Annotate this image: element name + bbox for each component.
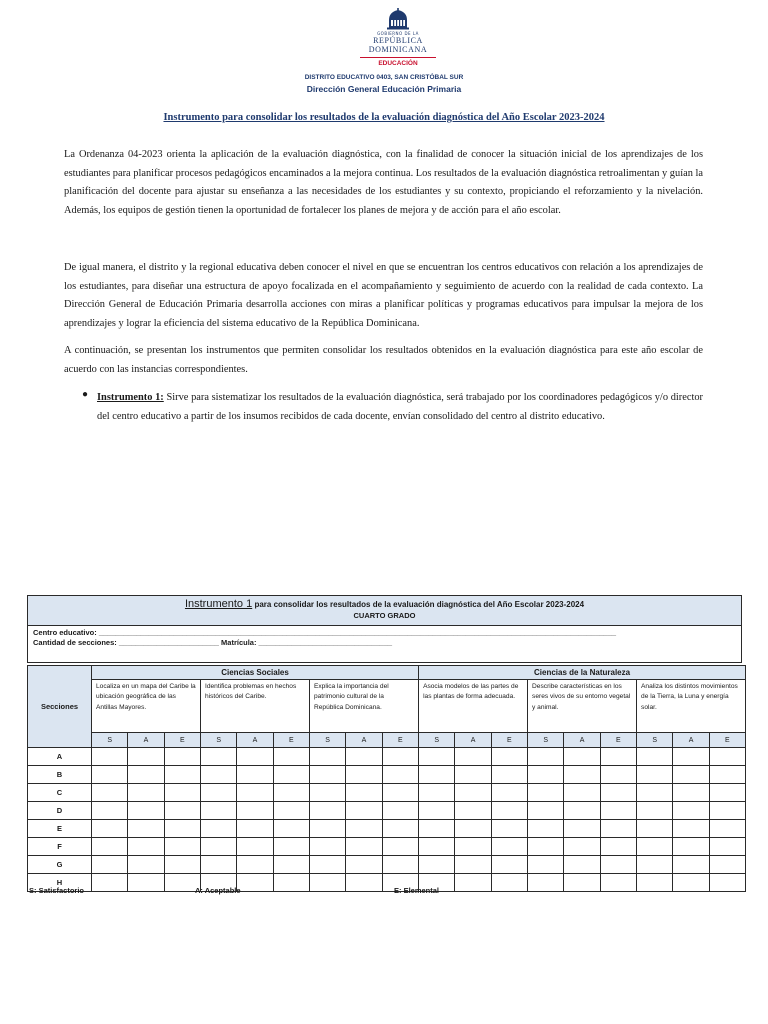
result-input-cell[interactable] — [346, 748, 382, 766]
paragraph-intro: A continuación, se presentan los instrumentos que permiten consolidar los resultados obtenidos en la evaluación diagnóstica para este año escolar de acuerdo con las instancias correspondientes. — [64, 345, 703, 375]
result-input-cell[interactable] — [455, 784, 491, 802]
result-input-cell[interactable] — [346, 820, 382, 838]
result-input-cell[interactable] — [709, 802, 745, 820]
bullet-icon: ● — [82, 389, 89, 400]
indicator-cell: Describe características en los seres vivos de su entorno vegetal y animal. — [528, 680, 637, 733]
result-input-cell[interactable] — [419, 766, 455, 784]
result-input-cell[interactable] — [309, 766, 345, 784]
government-logo — [346, 8, 450, 67]
result-input-cell[interactable] — [673, 766, 709, 784]
indicator-cell: Analiza los distintos movimientos de la Tierra, la Luna y energía solar. — [637, 680, 746, 733]
result-input-cell[interactable] — [673, 748, 709, 766]
sections-header: Secciones — [28, 666, 92, 748]
level-header-cell: A — [128, 733, 164, 748]
result-input-cell[interactable] — [600, 874, 636, 892]
result-input-cell[interactable] — [346, 838, 382, 856]
result-input-cell[interactable] — [600, 748, 636, 766]
level-header-cell: A — [564, 733, 600, 748]
result-input-cell[interactable] — [600, 784, 636, 802]
result-input-cell[interactable] — [92, 766, 128, 784]
grade-label: CUARTO GRADO — [353, 611, 416, 620]
instrument-title-bar — [28, 596, 741, 626]
result-input-cell[interactable] — [637, 838, 673, 856]
result-input-cell[interactable] — [455, 838, 491, 856]
result-input-cell[interactable] — [419, 784, 455, 802]
result-input-cell[interactable] — [382, 748, 418, 766]
section-label: E — [28, 820, 92, 838]
result-input-cell[interactable] — [346, 766, 382, 784]
table-row — [28, 748, 746, 766]
area-header-social: Ciencias Sociales — [92, 666, 419, 680]
result-input-cell[interactable] — [528, 856, 564, 874]
result-input-cell[interactable] — [237, 856, 273, 874]
result-input-cell[interactable] — [200, 856, 236, 874]
level-header-cell: S — [200, 733, 236, 748]
result-input-cell[interactable] — [237, 820, 273, 838]
section-label: A — [28, 748, 92, 766]
result-input-cell[interactable] — [309, 784, 345, 802]
center-field[interactable]: Centro educativo: ____________________________________________________________________________________________________________________________ — [33, 628, 617, 637]
result-input-cell[interactable] — [419, 802, 455, 820]
result-input-cell[interactable] — [309, 748, 345, 766]
instrument-title-rest: para consolidar los resultados de la evaluación diagnóstica del Año Escolar 2023-2024 — [252, 600, 585, 609]
result-input-cell[interactable] — [709, 748, 745, 766]
level-header-cell: E — [600, 733, 636, 748]
result-input-cell[interactable] — [528, 820, 564, 838]
result-input-cell[interactable] — [164, 748, 200, 766]
table-row — [28, 784, 746, 802]
area-header-nature: Ciencias de la Naturaleza — [419, 666, 746, 680]
result-input-cell[interactable] — [128, 856, 164, 874]
legend-satisfactorio: S: Satisfactorio — [29, 886, 85, 895]
result-input-cell[interactable] — [200, 784, 236, 802]
direction-name: Dirección General Educación Primaria — [306, 84, 462, 94]
result-input-cell[interactable] — [273, 856, 309, 874]
result-input-cell[interactable] — [637, 766, 673, 784]
result-input-cell[interactable] — [128, 802, 164, 820]
result-input-cell[interactable] — [237, 748, 273, 766]
result-input-cell[interactable] — [455, 802, 491, 820]
result-input-cell[interactable] — [491, 784, 527, 802]
result-input-cell[interactable] — [455, 766, 491, 784]
logo-divider — [360, 57, 436, 58]
result-input-cell[interactable] — [346, 856, 382, 874]
level-header-cell: A — [455, 733, 491, 748]
table-row — [28, 766, 746, 784]
result-input-cell[interactable] — [564, 856, 600, 874]
level-header-cell: S — [309, 733, 345, 748]
indicator-cell: Explica la importancia del patrimonio cultural de la República Dominicana. — [309, 680, 418, 733]
document-title: Instrumento para consolidar los resultados de la evaluación diagnóstica del Año Escolar 2023-2024 — [163, 112, 605, 123]
result-input-cell[interactable] — [673, 784, 709, 802]
result-input-cell[interactable] — [128, 784, 164, 802]
result-input-cell[interactable] — [237, 766, 273, 784]
section-label: H — [28, 874, 92, 892]
result-input-cell[interactable] — [128, 874, 164, 892]
result-input-cell[interactable] — [128, 748, 164, 766]
logo-line-republic: REPÚBLICA DOMINICANA — [368, 36, 428, 54]
section-label: G — [28, 856, 92, 874]
result-input-cell[interactable] — [200, 748, 236, 766]
result-input-cell[interactable] — [564, 820, 600, 838]
result-input-cell[interactable] — [382, 784, 418, 802]
result-input-cell[interactable] — [528, 766, 564, 784]
result-input-cell[interactable] — [237, 784, 273, 802]
result-input-cell[interactable] — [637, 802, 673, 820]
result-input-cell[interactable] — [491, 748, 527, 766]
result-input-cell[interactable] — [419, 856, 455, 874]
result-input-cell[interactable] — [309, 802, 345, 820]
level-header-cell: S — [419, 733, 455, 748]
result-input-cell[interactable] — [382, 766, 418, 784]
result-input-cell[interactable] — [709, 820, 745, 838]
result-input-cell[interactable] — [237, 802, 273, 820]
result-input-cell[interactable] — [200, 766, 236, 784]
result-input-cell[interactable] — [128, 766, 164, 784]
logo-line-government: GOBIERNO DE LA — [377, 31, 419, 36]
result-input-cell[interactable] — [600, 802, 636, 820]
result-input-cell[interactable] — [491, 874, 527, 892]
result-input-cell[interactable] — [673, 874, 709, 892]
result-input-cell[interactable] — [92, 856, 128, 874]
result-input-cell[interactable] — [528, 874, 564, 892]
result-input-cell[interactable] — [273, 874, 309, 892]
result-input-cell[interactable] — [564, 784, 600, 802]
result-input-cell[interactable] — [164, 820, 200, 838]
section-label: D — [28, 802, 92, 820]
result-input-cell[interactable] — [637, 748, 673, 766]
result-input-cell[interactable] — [92, 838, 128, 856]
table-row — [28, 874, 746, 892]
result-input-cell[interactable] — [709, 874, 745, 892]
result-input-cell[interactable] — [164, 838, 200, 856]
result-input-cell[interactable] — [273, 838, 309, 856]
result-input-cell[interactable] — [419, 838, 455, 856]
result-input-cell[interactable] — [382, 820, 418, 838]
level-header-cell: S — [637, 733, 673, 748]
bullet-text: Sirve para sistematizar los resultados de la evaluación diagnóstica, será trabajado por los coordinadores pedagógicos y/o director del centro educativo a partir de los insumos recibidos de cada docente, envían consolidado del centro al distrito educativo. — [97, 392, 703, 422]
result-input-cell[interactable] — [637, 856, 673, 874]
result-input-cell[interactable] — [455, 748, 491, 766]
result-input-cell[interactable] — [637, 874, 673, 892]
result-input-cell[interactable] — [200, 820, 236, 838]
level-header-cell: S — [528, 733, 564, 748]
result-input-cell[interactable] — [528, 802, 564, 820]
result-input-cell[interactable] — [382, 802, 418, 820]
result-input-cell[interactable] — [382, 856, 418, 874]
result-input-cell[interactable] — [673, 856, 709, 874]
result-input-cell[interactable] — [164, 784, 200, 802]
result-input-cell[interactable] — [309, 838, 345, 856]
result-input-cell[interactable] — [528, 838, 564, 856]
result-input-cell[interactable] — [491, 856, 527, 874]
result-input-cell[interactable] — [382, 838, 418, 856]
result-input-cell[interactable] — [92, 820, 128, 838]
result-input-cell[interactable] — [491, 766, 527, 784]
paragraph-ordinance: La Ordenanza 04-2023 orienta la aplicación de la evaluación diagnóstica, con la finalidad de conocer la situación inicial de los aprendizajes de los estudiantes para planificar procesos pedagógicos encaminados a la mejora continua. Los resultados de la evaluación diagnóstica retroalimentan y guían la planificación del docente para ajustar su enseñanza a las necesidades de los estudiantes y su contexto, propiciando el reforzamiento y la nivelación. Además, los equipos de gestión tienen la oportunidad de fortalecer los planes de mejora y de acción para el año escolar. — [64, 149, 703, 216]
result-input-cell[interactable] — [92, 802, 128, 820]
result-input-cell[interactable] — [419, 748, 455, 766]
level-header-cell: A — [673, 733, 709, 748]
result-input-cell[interactable] — [237, 874, 273, 892]
result-input-cell[interactable] — [491, 802, 527, 820]
indicator-cell: Asocia modelos de las partes de las plantas de forma adecuada. — [419, 680, 528, 733]
level-header-cell: A — [346, 733, 382, 748]
result-input-cell[interactable] — [564, 766, 600, 784]
result-input-cell[interactable] — [92, 784, 128, 802]
instrument-title — [28, 596, 741, 610]
result-input-cell[interactable] — [564, 838, 600, 856]
sections-enrollment-field[interactable]: Cantidad de secciones: ________________________ Matrícula: ________________________________ — [33, 638, 393, 647]
result-input-cell[interactable] — [273, 802, 309, 820]
level-header-cell: E — [164, 733, 200, 748]
table-row — [28, 820, 746, 838]
result-input-cell[interactable] — [455, 856, 491, 874]
bullet-instrument-1 — [97, 389, 703, 426]
coat-of-arms-icon — [385, 8, 411, 30]
result-input-cell[interactable] — [564, 748, 600, 766]
result-input-cell[interactable] — [128, 838, 164, 856]
district-name: DISTRITO EDUCATIVO 0403, SAN CRISTÓBAL SUR — [304, 74, 464, 81]
result-input-cell[interactable] — [600, 856, 636, 874]
result-input-cell[interactable] — [309, 820, 345, 838]
result-input-cell[interactable] — [419, 820, 455, 838]
section-label: B — [28, 766, 92, 784]
result-input-cell[interactable] — [164, 856, 200, 874]
result-input-cell[interactable] — [346, 802, 382, 820]
result-input-cell[interactable] — [200, 838, 236, 856]
result-input-cell[interactable] — [491, 838, 527, 856]
result-input-cell[interactable] — [455, 874, 491, 892]
paragraph-district: De igual manera, el distrito y la regional educativa deben conocer el nivel en que se encuentran los centros educativos con relación a los aprendizajes de los estudiantes, para diseñar una estructura de apoyo focalizada en el acompañamiento y seguimiento de acuerdo con la realidad de cada contexto. La Dirección General de Educación Primaria desarrolla acciones con miras a planificar políticas y programas educativos para impulsar la mejora de los aprendizajes y lograr la eficiencia del sistema educativo de la República Dominicana. — [64, 262, 703, 329]
result-input-cell[interactable] — [164, 802, 200, 820]
indicator-cell: Localiza en un mapa del Caribe la ubicación geográfica de las Antillas Mayores. — [92, 680, 201, 733]
result-input-cell[interactable] — [309, 874, 345, 892]
result-input-cell[interactable] — [346, 874, 382, 892]
level-header-cell: A — [237, 733, 273, 748]
result-input-cell[interactable] — [92, 748, 128, 766]
result-input-cell[interactable] — [128, 820, 164, 838]
level-header-cell: E — [491, 733, 527, 748]
result-input-cell[interactable] — [455, 820, 491, 838]
result-input-cell[interactable] — [346, 784, 382, 802]
result-input-cell[interactable] — [273, 820, 309, 838]
result-input-cell[interactable] — [564, 874, 600, 892]
level-header-cell: E — [382, 733, 418, 748]
result-input-cell[interactable] — [709, 784, 745, 802]
indicator-cell: Identifica problemas en hechos históricos del Caribe. — [200, 680, 309, 733]
instrument-title-main: Instrumento 1 — [184, 598, 253, 610]
result-input-cell[interactable] — [491, 820, 527, 838]
level-header-cell: E — [273, 733, 309, 748]
level-header-row — [28, 733, 746, 748]
result-input-cell[interactable] — [600, 838, 636, 856]
bullet-label: Instrumento 1: — [97, 392, 164, 403]
result-input-cell[interactable] — [709, 838, 745, 856]
result-input-cell[interactable] — [600, 820, 636, 838]
level-header-cell: E — [709, 733, 745, 748]
instrument-header-box — [27, 595, 742, 663]
legend-elemental: E: Elemental — [394, 886, 440, 895]
result-input-cell[interactable] — [637, 820, 673, 838]
result-input-cell[interactable] — [528, 748, 564, 766]
logo-line-education: EDUCACIÓN — [378, 60, 418, 67]
result-input-cell[interactable] — [528, 784, 564, 802]
section-label: F — [28, 838, 92, 856]
result-input-cell[interactable] — [673, 802, 709, 820]
result-input-cell[interactable] — [564, 802, 600, 820]
table-row — [28, 856, 746, 874]
section-label: C — [28, 784, 92, 802]
level-header-cell: S — [92, 733, 128, 748]
result-input-cell[interactable] — [673, 838, 709, 856]
result-input-cell[interactable] — [200, 802, 236, 820]
table-row — [28, 838, 746, 856]
result-input-cell[interactable] — [273, 766, 309, 784]
result-input-cell[interactable] — [709, 856, 745, 874]
result-input-cell[interactable] — [673, 820, 709, 838]
result-input-cell[interactable] — [92, 874, 128, 892]
result-input-cell[interactable] — [237, 838, 273, 856]
result-input-cell[interactable] — [709, 766, 745, 784]
result-input-cell[interactable] — [164, 766, 200, 784]
result-input-cell[interactable] — [273, 748, 309, 766]
result-input-cell[interactable] — [637, 784, 673, 802]
results-table — [27, 665, 746, 892]
result-input-cell[interactable] — [309, 856, 345, 874]
table-row — [28, 802, 746, 820]
legend-aceptable: A: Aceptable — [195, 886, 241, 895]
result-input-cell[interactable] — [273, 784, 309, 802]
result-input-cell[interactable] — [600, 766, 636, 784]
